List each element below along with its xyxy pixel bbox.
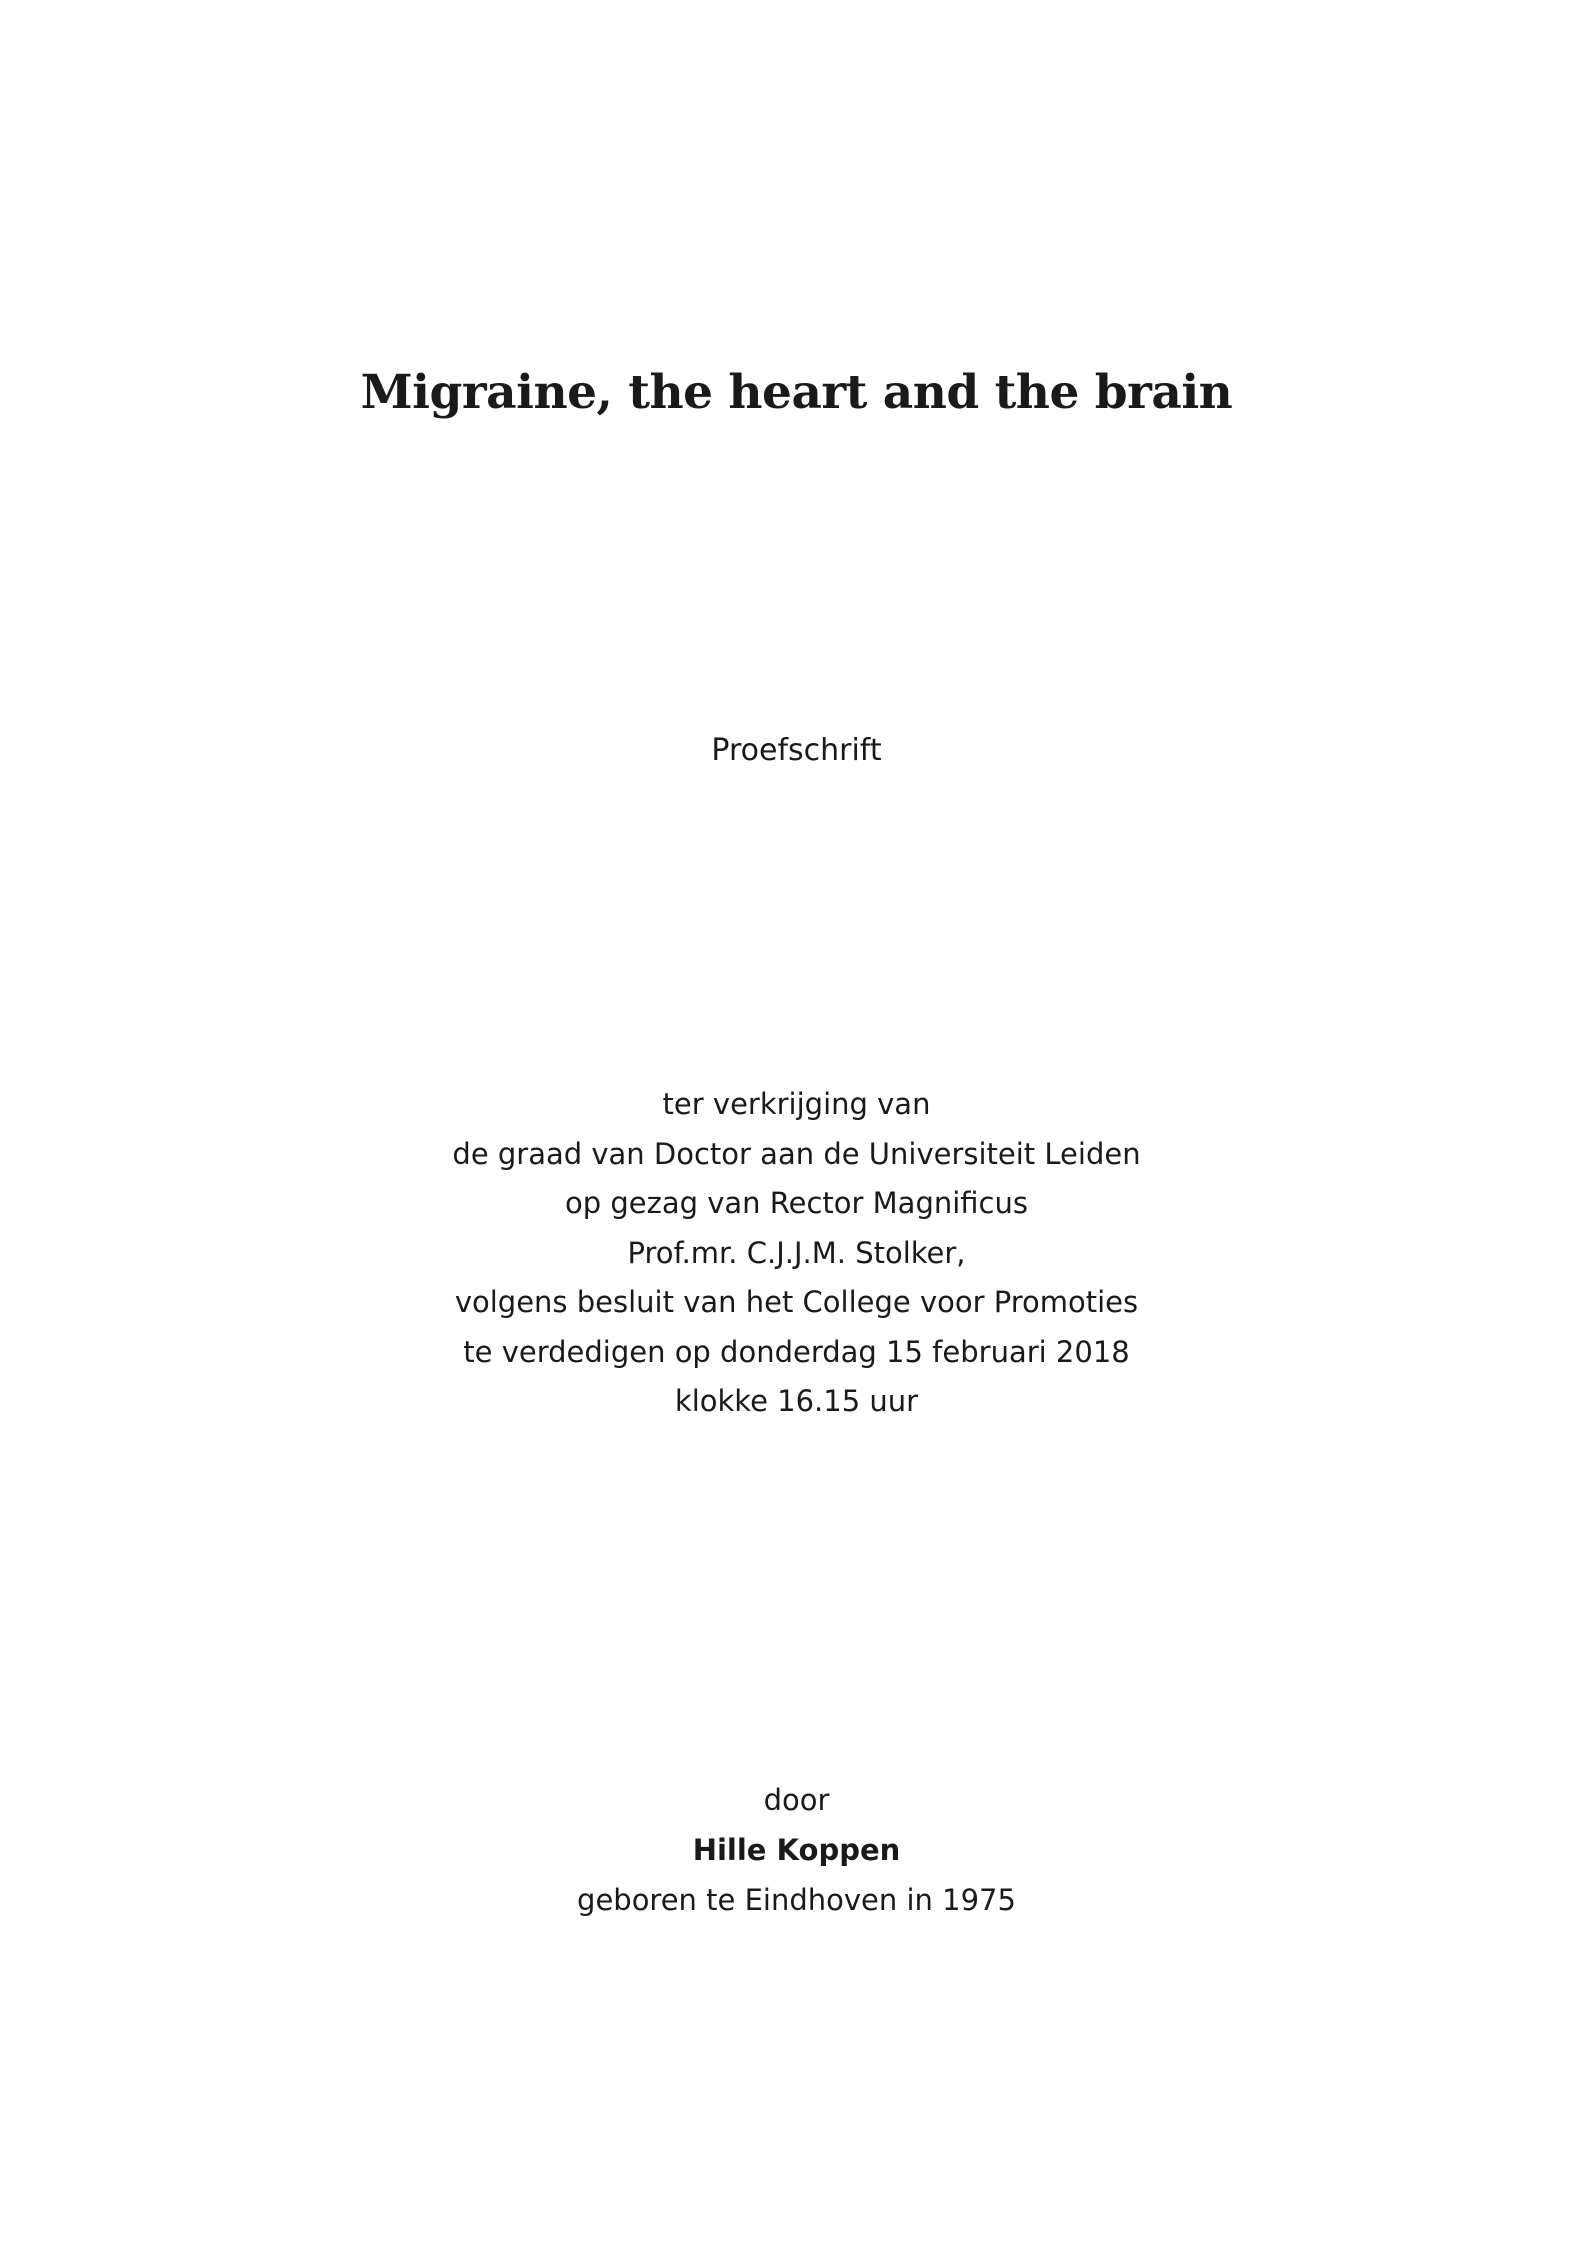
degree-line: ter verkrijging van bbox=[662, 1087, 931, 1121]
degree-line: de graad van Doctor aan de Universiteit Leiden bbox=[452, 1136, 1141, 1171]
author-name: Hille Koppen bbox=[692, 1833, 901, 1867]
degree-line: op gezag van Rector Magnificus bbox=[565, 1186, 1028, 1220]
degree-line: Prof.mr. C.J.J.M. Stolker, bbox=[627, 1235, 966, 1270]
thesis-title: Migraine, the heart and the brain bbox=[360, 365, 1233, 420]
degree-line: volgens besluit van het College voor Promoties bbox=[454, 1285, 1139, 1319]
document-type: Proefschrift bbox=[711, 733, 882, 768]
birth-info: geboren te Eindhoven in 1975 bbox=[577, 1883, 1016, 1917]
degree-line: te verdedigen op donderdag 15 februari 2018 bbox=[463, 1334, 1130, 1369]
degree-line: klokke 16.15 uur bbox=[674, 1384, 919, 1418]
degree-statement bbox=[0, 1080, 1593, 1427]
author-block bbox=[0, 1775, 1593, 1925]
by-label: door bbox=[763, 1783, 830, 1817]
